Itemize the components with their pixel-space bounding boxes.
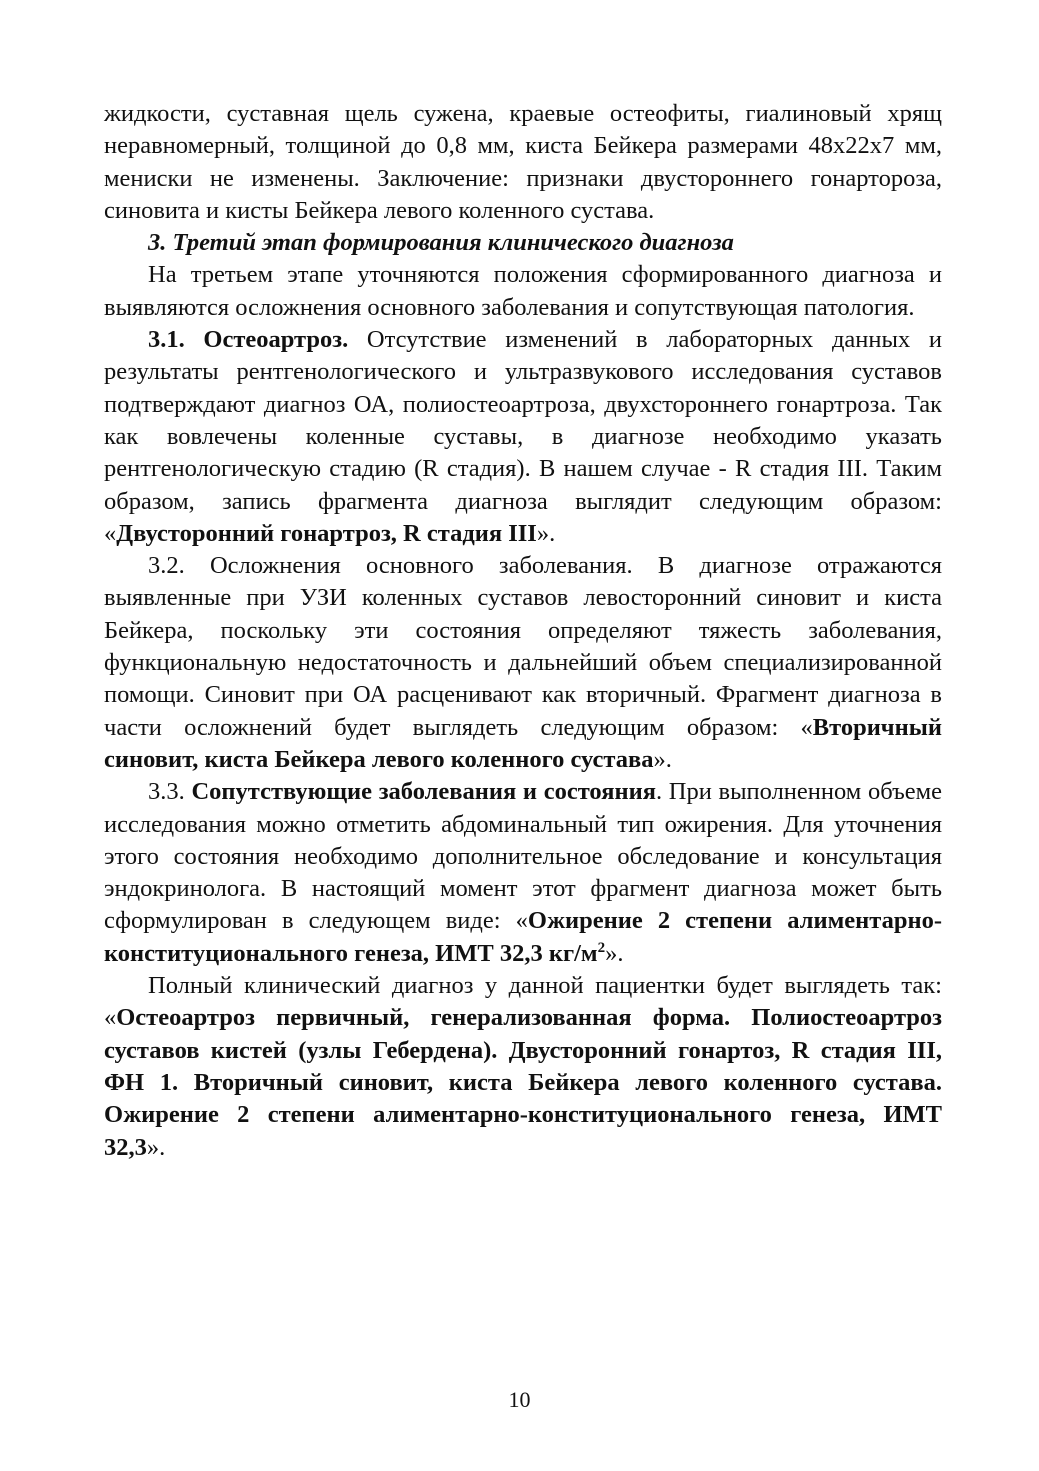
paragraph-full-diagnosis bbox=[104, 970, 942, 1164]
text-run: ». bbox=[146, 1133, 166, 1161]
text-run: Отсутствие изменений в лабораторных данных и результаты рентгенологического и ультразвукового исследования суставов подтверждают диагноз ОА, полиостеоартроза, двухстороннего гонартроза. Так как вовлечены коленные суставы, в диагнозе необходимо указать рентгенологическую стадию (R стадия). В нашем случае - R стадия III. Таким образом, запись фрагмента диагноза выглядит следующим образом: « bbox=[104, 326, 943, 547]
text-run: 3.3. bbox=[148, 778, 192, 806]
paragraph-osteoarthrosis bbox=[104, 324, 942, 550]
paragraph-complications bbox=[104, 550, 942, 776]
text-run: ». bbox=[605, 939, 624, 967]
page-number: 10 bbox=[508, 1387, 531, 1412]
text-run: . При выполненном объеме исследования можно отметить абдоминальный тип ожирения. Для уточнения этого состояния необходимо дополнительное обследование и консультация эндокринолога. В настоящий момент этот фрагмент диагноза может быть сформулирован в следующем виде: « bbox=[104, 778, 943, 935]
page-body bbox=[104, 98, 942, 1164]
text-run: ». bbox=[536, 519, 556, 547]
text-run: жидкости, суставная щель сужена, краевые остеофиты, гиалиновый хрящ неравномерный, толщиной до 0,8 мм, киста Бейкера размерами 48х22х7 мм, мениски не изменены. Заключение: признаки двустороннего гонартороза, синовита и кисты Бейкера левого коленного сустава. bbox=[104, 100, 942, 224]
diagnosis-fragment: Двусторонний гонартроз, R стадия III bbox=[116, 519, 537, 547]
diagnosis-fragment: Ожирение 2 степени алиментарно-конституционального генеза, ИМТ 32,3 кг/м bbox=[104, 907, 943, 967]
text-run: 3.2. Осложнения основного заболевания. В диагнозе отражаются выявленные при УЗИ коленных суставов левосторонний синовит и киста Бейкера, поскольку эти состояния определяют тяжесть заболевания, функциональную недостаточность и дальнейший объем специализированной помощи. Синовит при ОА расценивают как вторичный. Фрагмент диагноза в части осложнений будет выглядеть следующим образом: « bbox=[104, 552, 942, 741]
text-run: Полный клинический диагноз у данной пациентки будет выглядеть так: « bbox=[104, 972, 942, 1032]
section-heading bbox=[104, 227, 942, 259]
text-run: На третьем этапе уточняются положения сформированного диагноза и выявляются осложнения основного заболевания и сопутствующая патология. bbox=[104, 261, 942, 321]
text-run: ». bbox=[653, 745, 672, 773]
subsection-title: Сопутствующие заболевания и состояния bbox=[191, 778, 656, 806]
diagnosis-fragment: Остеоартроз первичный, генерализованная форма. Полиостеоартроз суставов кистей (узлы Гебердена). Двусторонний гонартоз, R стадия III, ФН 1. Вторичный синовит, киста Бейкера левого коленного сустава. Ожирение 2 степени алиментарно-конституционального генеза, ИМТ 32,3 bbox=[104, 1004, 942, 1161]
superscript bbox=[598, 940, 606, 956]
diagnosis-fragment: Вторичный синовит, киста Бейкера левого коленного сустава bbox=[104, 713, 942, 773]
paragraph-comorbidities bbox=[104, 776, 942, 970]
subsection-title: 3.1. Остеоартроз. bbox=[148, 326, 349, 354]
paragraph-continuation bbox=[104, 98, 942, 227]
superscript-text: 2 bbox=[597, 939, 606, 956]
paragraph-intro bbox=[104, 259, 942, 324]
text-run: 3. Третий этап формирования клинического диагноза bbox=[148, 229, 734, 257]
